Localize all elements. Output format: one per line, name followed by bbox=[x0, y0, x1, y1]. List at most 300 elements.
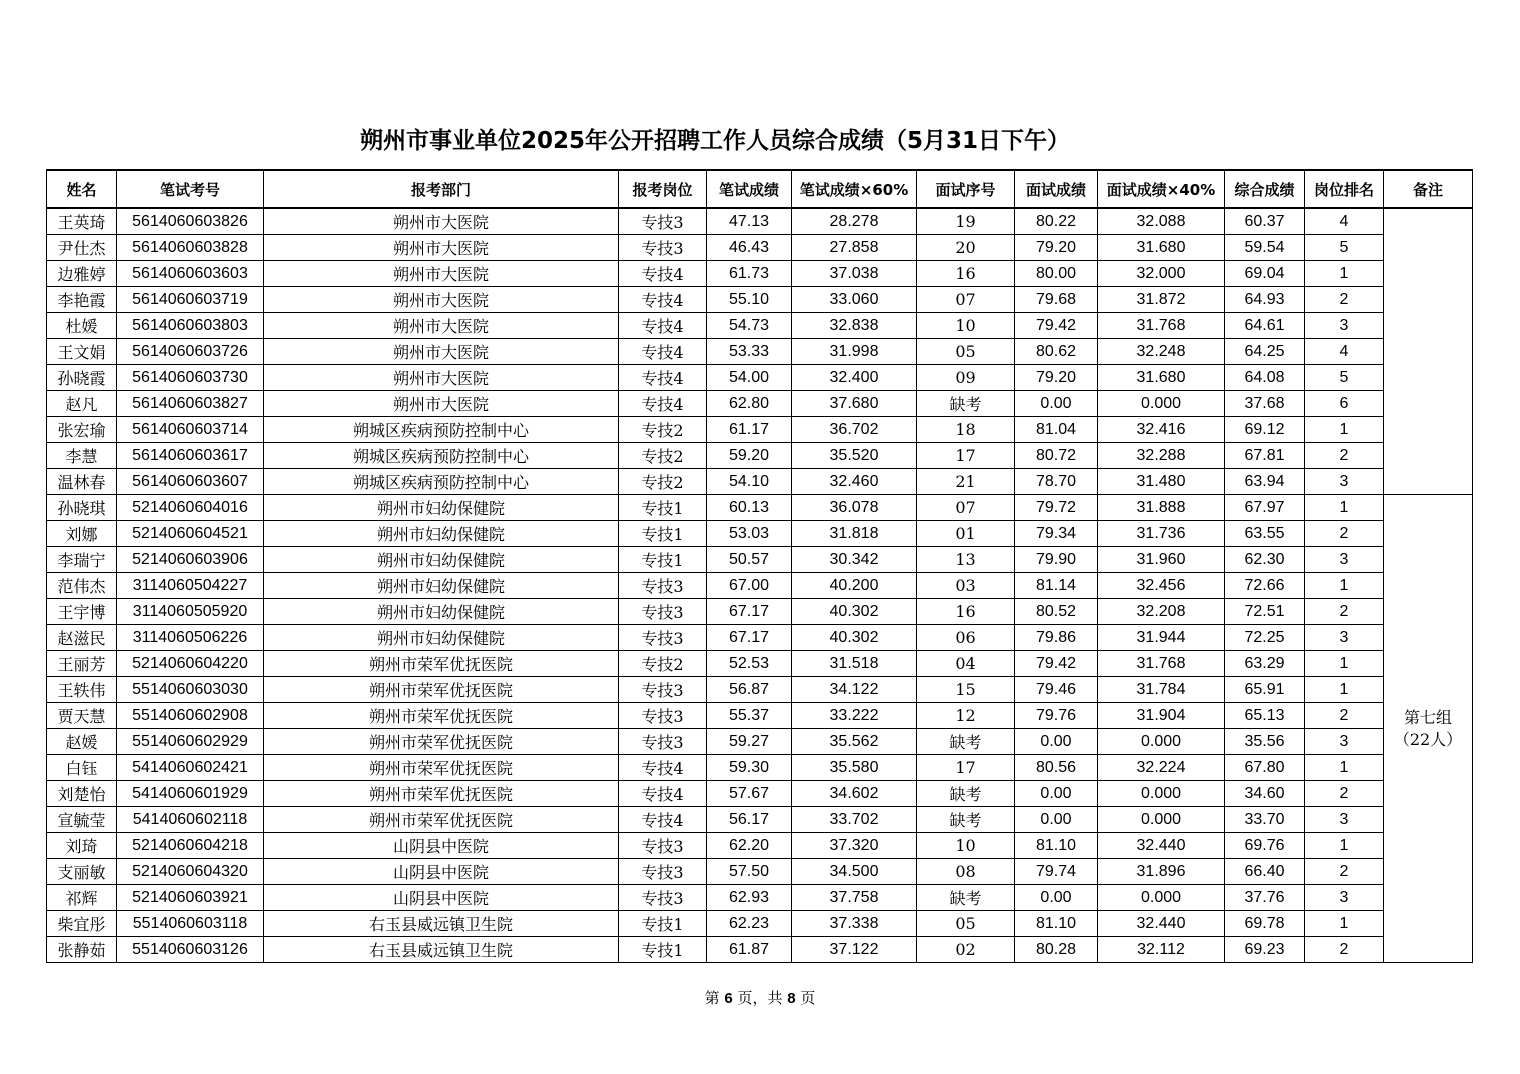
name-cell: 王英琦 bbox=[47, 208, 117, 235]
written-weighted-cell: 32.400 bbox=[792, 365, 917, 391]
interview-seq-cell: 06 bbox=[917, 625, 1015, 651]
name-cell: 张宏瑜 bbox=[47, 417, 117, 443]
remark-group-cell bbox=[1384, 495, 1473, 963]
department-cell: 朔州市妇幼保健院 bbox=[264, 599, 619, 625]
department-cell: 朔州市大医院 bbox=[264, 208, 619, 235]
rank-cell: 4 bbox=[1305, 208, 1384, 235]
post-cell: 专技3 bbox=[619, 573, 707, 599]
exam-number-cell: 5614060603827 bbox=[117, 391, 264, 417]
post-cell: 专技3 bbox=[619, 625, 707, 651]
post-cell: 专技4 bbox=[619, 339, 707, 365]
interview-score-cell: 79.34 bbox=[1015, 521, 1098, 547]
written-score-cell: 47.13 bbox=[707, 208, 792, 235]
written-weighted-cell: 37.758 bbox=[792, 885, 917, 911]
interview-seq-cell: 15 bbox=[917, 677, 1015, 703]
interview-seq-cell: 10 bbox=[917, 833, 1015, 859]
interview-seq-cell: 05 bbox=[917, 911, 1015, 937]
rank-cell: 1 bbox=[1305, 573, 1384, 599]
rank-cell: 2 bbox=[1305, 443, 1384, 469]
column-header: 岗位排名 bbox=[1305, 170, 1384, 208]
exam-number-cell: 5614060603803 bbox=[117, 313, 264, 339]
interview-seq-cell: 缺考 bbox=[917, 729, 1015, 755]
interview-seq-cell: 03 bbox=[917, 573, 1015, 599]
name-cell: 宣毓莹 bbox=[47, 807, 117, 833]
interview-seq-cell: 16 bbox=[917, 599, 1015, 625]
interview-seq-cell: 缺考 bbox=[917, 781, 1015, 807]
interview-seq-cell: 12 bbox=[917, 703, 1015, 729]
department-cell: 朔州市大医院 bbox=[264, 339, 619, 365]
written-score-cell: 59.30 bbox=[707, 755, 792, 781]
written-score-cell: 53.03 bbox=[707, 521, 792, 547]
written-score-cell: 62.80 bbox=[707, 391, 792, 417]
rank-cell: 4 bbox=[1305, 339, 1384, 365]
written-score-cell: 61.73 bbox=[707, 261, 792, 287]
interview-weighted-cell: 31.872 bbox=[1098, 287, 1225, 313]
written-weighted-cell: 35.580 bbox=[792, 755, 917, 781]
interview-seq-cell: 05 bbox=[917, 339, 1015, 365]
post-cell: 专技3 bbox=[619, 677, 707, 703]
written-weighted-cell: 31.818 bbox=[792, 521, 917, 547]
total-score-cell: 37.68 bbox=[1225, 391, 1305, 417]
name-cell: 边雅婷 bbox=[47, 261, 117, 287]
post-cell: 专技4 bbox=[619, 313, 707, 339]
table-row bbox=[47, 365, 1473, 391]
total-score-cell: 64.08 bbox=[1225, 365, 1305, 391]
post-cell: 专技3 bbox=[619, 833, 707, 859]
total-score-cell: 69.12 bbox=[1225, 417, 1305, 443]
written-weighted-cell: 37.680 bbox=[792, 391, 917, 417]
total-score-cell: 64.93 bbox=[1225, 287, 1305, 313]
interview-score-cell: 80.62 bbox=[1015, 339, 1098, 365]
table-row bbox=[47, 755, 1473, 781]
interview-score-cell: 79.42 bbox=[1015, 313, 1098, 339]
written-score-cell: 52.53 bbox=[707, 651, 792, 677]
rank-cell: 2 bbox=[1305, 599, 1384, 625]
interview-weighted-cell: 31.896 bbox=[1098, 859, 1225, 885]
name-cell: 王丽芳 bbox=[47, 651, 117, 677]
table-row bbox=[47, 495, 1473, 521]
footer-middle: 页，共 bbox=[732, 989, 788, 1007]
interview-score-cell: 80.72 bbox=[1015, 443, 1098, 469]
name-cell: 王文娟 bbox=[47, 339, 117, 365]
written-weighted-cell: 34.122 bbox=[792, 677, 917, 703]
column-header: 笔试成绩 bbox=[707, 170, 792, 208]
written-score-cell: 61.87 bbox=[707, 937, 792, 963]
page-title: 朔州市事业单位2025年公开招聘工作人员综合成绩（5月31日下午） bbox=[359, 128, 1071, 154]
rank-cell: 2 bbox=[1305, 521, 1384, 547]
interview-weighted-cell: 31.480 bbox=[1098, 469, 1225, 495]
name-cell: 王宇博 bbox=[47, 599, 117, 625]
department-cell: 山阴县中医院 bbox=[264, 885, 619, 911]
exam-number-cell: 5514060602908 bbox=[117, 703, 264, 729]
interview-seq-cell: 07 bbox=[917, 495, 1015, 521]
written-score-cell: 67.17 bbox=[707, 599, 792, 625]
name-cell: 孙晓霞 bbox=[47, 365, 117, 391]
post-cell: 专技3 bbox=[619, 235, 707, 261]
written-weighted-cell: 37.122 bbox=[792, 937, 917, 963]
interview-seq-cell: 缺考 bbox=[917, 391, 1015, 417]
exam-number-cell: 5414060602118 bbox=[117, 807, 264, 833]
department-cell: 右玉县威远镇卫生院 bbox=[264, 937, 619, 963]
department-cell: 朔州市妇幼保健院 bbox=[264, 625, 619, 651]
department-cell: 朔城区疾病预防控制中心 bbox=[264, 417, 619, 443]
interview-score-cell: 79.86 bbox=[1015, 625, 1098, 651]
written-weighted-cell: 33.060 bbox=[792, 287, 917, 313]
written-weighted-cell: 30.342 bbox=[792, 547, 917, 573]
footer-suffix: 页 bbox=[795, 989, 816, 1007]
written-weighted-cell: 27.858 bbox=[792, 235, 917, 261]
header-row bbox=[47, 170, 1473, 208]
post-cell: 专技1 bbox=[619, 495, 707, 521]
rank-cell: 2 bbox=[1305, 287, 1384, 313]
name-cell: 李瑞宁 bbox=[47, 547, 117, 573]
interview-seq-cell: 10 bbox=[917, 313, 1015, 339]
remark-group-count: （22人） bbox=[1393, 729, 1463, 749]
rank-cell: 3 bbox=[1305, 547, 1384, 573]
written-score-cell: 53.33 bbox=[707, 339, 792, 365]
interview-weighted-cell: 31.768 bbox=[1098, 313, 1225, 339]
name-cell: 赵媛 bbox=[47, 729, 117, 755]
interview-weighted-cell: 32.224 bbox=[1098, 755, 1225, 781]
interview-score-cell: 0.00 bbox=[1015, 781, 1098, 807]
rank-cell: 3 bbox=[1305, 885, 1384, 911]
department-cell: 朔州市荣军优抚医院 bbox=[264, 755, 619, 781]
name-cell: 刘娜 bbox=[47, 521, 117, 547]
written-score-cell: 67.17 bbox=[707, 625, 792, 651]
exam-number-cell: 5514060603126 bbox=[117, 937, 264, 963]
exam-number-cell: 3114060506226 bbox=[117, 625, 264, 651]
total-score-cell: 63.55 bbox=[1225, 521, 1305, 547]
interview-weighted-cell: 32.440 bbox=[1098, 833, 1225, 859]
exam-number-cell: 5614060603828 bbox=[117, 235, 264, 261]
post-cell: 专技4 bbox=[619, 365, 707, 391]
interview-weighted-cell: 31.904 bbox=[1098, 703, 1225, 729]
name-cell: 刘琦 bbox=[47, 833, 117, 859]
exam-number-cell: 5414060602421 bbox=[117, 755, 264, 781]
department-cell: 朔城区疾病预防控制中心 bbox=[264, 469, 619, 495]
written-weighted-cell: 31.518 bbox=[792, 651, 917, 677]
name-cell: 支丽敏 bbox=[47, 859, 117, 885]
interview-seq-cell: 16 bbox=[917, 261, 1015, 287]
post-cell: 专技2 bbox=[619, 651, 707, 677]
written-weighted-cell: 37.338 bbox=[792, 911, 917, 937]
department-cell: 右玉县威远镇卫生院 bbox=[264, 911, 619, 937]
exam-number-cell: 5214060604220 bbox=[117, 651, 264, 677]
rank-cell: 3 bbox=[1305, 625, 1384, 651]
interview-score-cell: 80.00 bbox=[1015, 261, 1098, 287]
total-score-cell: 69.76 bbox=[1225, 833, 1305, 859]
footer-prefix: 第 bbox=[704, 989, 725, 1007]
table-row bbox=[47, 911, 1473, 937]
written-weighted-cell: 34.500 bbox=[792, 859, 917, 885]
name-cell: 李艳霞 bbox=[47, 287, 117, 313]
written-weighted-cell: 37.320 bbox=[792, 833, 917, 859]
written-score-cell: 67.00 bbox=[707, 573, 792, 599]
interview-score-cell: 81.14 bbox=[1015, 573, 1098, 599]
table-row bbox=[47, 443, 1473, 469]
column-header: 报考岗位 bbox=[619, 170, 707, 208]
exam-number-cell: 5214060604016 bbox=[117, 495, 264, 521]
post-cell: 专技1 bbox=[619, 547, 707, 573]
interview-score-cell: 0.00 bbox=[1015, 391, 1098, 417]
rank-cell: 3 bbox=[1305, 469, 1384, 495]
exam-number-cell: 5514060602929 bbox=[117, 729, 264, 755]
footer-total-pages: 8 bbox=[787, 990, 796, 1007]
department-cell: 朔州市大医院 bbox=[264, 391, 619, 417]
rank-cell: 5 bbox=[1305, 235, 1384, 261]
page-footer bbox=[0, 987, 1520, 1008]
table-row bbox=[47, 729, 1473, 755]
table-row bbox=[47, 703, 1473, 729]
rank-cell: 2 bbox=[1305, 781, 1384, 807]
table-row bbox=[47, 651, 1473, 677]
interview-weighted-cell: 0.000 bbox=[1098, 807, 1225, 833]
interview-weighted-cell: 32.000 bbox=[1098, 261, 1225, 287]
written-weighted-cell: 36.078 bbox=[792, 495, 917, 521]
post-cell: 专技3 bbox=[619, 703, 707, 729]
name-cell: 尹仕杰 bbox=[47, 235, 117, 261]
department-cell: 朔州市妇幼保健院 bbox=[264, 495, 619, 521]
written-score-cell: 56.87 bbox=[707, 677, 792, 703]
written-weighted-cell: 40.302 bbox=[792, 599, 917, 625]
written-weighted-cell: 35.562 bbox=[792, 729, 917, 755]
post-cell: 专技2 bbox=[619, 417, 707, 443]
interview-score-cell: 79.20 bbox=[1015, 235, 1098, 261]
written-weighted-cell: 34.602 bbox=[792, 781, 917, 807]
column-header: 面试成绩 bbox=[1015, 170, 1098, 208]
interview-score-cell: 0.00 bbox=[1015, 885, 1098, 911]
interview-score-cell: 81.10 bbox=[1015, 911, 1098, 937]
department-cell: 山阴县中医院 bbox=[264, 833, 619, 859]
remark-group-label: 第七组 bbox=[1403, 707, 1452, 727]
interview-score-cell: 79.74 bbox=[1015, 859, 1098, 885]
post-cell: 专技4 bbox=[619, 781, 707, 807]
total-score-cell: 62.30 bbox=[1225, 547, 1305, 573]
column-header: 面试成绩×40% bbox=[1098, 170, 1225, 208]
rank-cell: 1 bbox=[1305, 677, 1384, 703]
exam-number-cell: 5214060603921 bbox=[117, 885, 264, 911]
total-score-cell: 67.97 bbox=[1225, 495, 1305, 521]
written-weighted-cell: 33.222 bbox=[792, 703, 917, 729]
interview-score-cell: 0.00 bbox=[1015, 729, 1098, 755]
department-cell: 朔州市荣军优抚医院 bbox=[264, 781, 619, 807]
written-weighted-cell: 28.278 bbox=[792, 208, 917, 235]
rank-cell: 2 bbox=[1305, 859, 1384, 885]
post-cell: 专技4 bbox=[619, 287, 707, 313]
exam-number-cell: 5214060604521 bbox=[117, 521, 264, 547]
department-cell: 朔州市荣军优抚医院 bbox=[264, 703, 619, 729]
written-score-cell: 62.23 bbox=[707, 911, 792, 937]
rank-cell: 5 bbox=[1305, 365, 1384, 391]
total-score-cell: 72.66 bbox=[1225, 573, 1305, 599]
written-weighted-cell: 33.702 bbox=[792, 807, 917, 833]
interview-score-cell: 79.46 bbox=[1015, 677, 1098, 703]
post-cell: 专技1 bbox=[619, 521, 707, 547]
department-cell: 朔州市荣军优抚医院 bbox=[264, 729, 619, 755]
written-score-cell: 62.93 bbox=[707, 885, 792, 911]
written-score-cell: 59.27 bbox=[707, 729, 792, 755]
written-score-cell: 54.10 bbox=[707, 469, 792, 495]
interview-seq-cell: 缺考 bbox=[917, 885, 1015, 911]
department-cell: 朔州市大医院 bbox=[264, 235, 619, 261]
interview-weighted-cell: 32.088 bbox=[1098, 208, 1225, 235]
name-cell: 祁辉 bbox=[47, 885, 117, 911]
table-row bbox=[47, 417, 1473, 443]
exam-number-cell: 5614060603719 bbox=[117, 287, 264, 313]
interview-score-cell: 80.22 bbox=[1015, 208, 1098, 235]
written-score-cell: 54.73 bbox=[707, 313, 792, 339]
department-cell: 朔城区疾病预防控制中心 bbox=[264, 443, 619, 469]
post-cell: 专技4 bbox=[619, 755, 707, 781]
name-cell: 刘楚怡 bbox=[47, 781, 117, 807]
rank-cell: 1 bbox=[1305, 833, 1384, 859]
written-score-cell: 55.37 bbox=[707, 703, 792, 729]
interview-weighted-cell: 32.456 bbox=[1098, 573, 1225, 599]
written-score-cell: 57.50 bbox=[707, 859, 792, 885]
interview-seq-cell: 20 bbox=[917, 235, 1015, 261]
post-cell: 专技4 bbox=[619, 807, 707, 833]
interview-weighted-cell: 0.000 bbox=[1098, 391, 1225, 417]
name-cell: 白钰 bbox=[47, 755, 117, 781]
written-score-cell: 55.10 bbox=[707, 287, 792, 313]
interview-seq-cell: 09 bbox=[917, 365, 1015, 391]
rank-cell: 2 bbox=[1305, 937, 1384, 963]
rank-cell: 6 bbox=[1305, 391, 1384, 417]
table-row bbox=[47, 807, 1473, 833]
table-row bbox=[47, 573, 1473, 599]
interview-score-cell: 79.42 bbox=[1015, 651, 1098, 677]
remark-cell bbox=[1384, 208, 1473, 495]
table-row bbox=[47, 313, 1473, 339]
total-score-cell: 72.25 bbox=[1225, 625, 1305, 651]
written-weighted-cell: 37.038 bbox=[792, 261, 917, 287]
interview-seq-cell: 07 bbox=[917, 287, 1015, 313]
interview-weighted-cell: 32.248 bbox=[1098, 339, 1225, 365]
interview-seq-cell: 02 bbox=[917, 937, 1015, 963]
department-cell: 朔州市妇幼保健院 bbox=[264, 547, 619, 573]
total-score-cell: 34.60 bbox=[1225, 781, 1305, 807]
interview-seq-cell: 缺考 bbox=[917, 807, 1015, 833]
total-score-cell: 67.80 bbox=[1225, 755, 1305, 781]
table-row bbox=[47, 599, 1473, 625]
post-cell: 专技2 bbox=[619, 443, 707, 469]
department-cell: 朔州市荣军优抚医院 bbox=[264, 677, 619, 703]
rank-cell: 3 bbox=[1305, 313, 1384, 339]
exam-number-cell: 5214060603906 bbox=[117, 547, 264, 573]
name-cell: 温林春 bbox=[47, 469, 117, 495]
total-score-cell: 69.78 bbox=[1225, 911, 1305, 937]
written-weighted-cell: 32.838 bbox=[792, 313, 917, 339]
name-cell: 贾天慧 bbox=[47, 703, 117, 729]
table-row bbox=[47, 859, 1473, 885]
table-row bbox=[47, 521, 1473, 547]
table-row bbox=[47, 937, 1473, 963]
interview-weighted-cell: 31.680 bbox=[1098, 365, 1225, 391]
written-score-cell: 54.00 bbox=[707, 365, 792, 391]
exam-number-cell: 5414060601929 bbox=[117, 781, 264, 807]
department-cell: 朔州市大医院 bbox=[264, 313, 619, 339]
interview-score-cell: 80.52 bbox=[1015, 599, 1098, 625]
table-row bbox=[47, 261, 1473, 287]
written-score-cell: 46.43 bbox=[707, 235, 792, 261]
written-weighted-cell: 35.520 bbox=[792, 443, 917, 469]
post-cell: 专技3 bbox=[619, 859, 707, 885]
post-cell: 专技3 bbox=[619, 885, 707, 911]
name-cell: 赵凡 bbox=[47, 391, 117, 417]
name-cell: 范伟杰 bbox=[47, 573, 117, 599]
interview-seq-cell: 17 bbox=[917, 755, 1015, 781]
exam-number-cell: 5614060603730 bbox=[117, 365, 264, 391]
interview-score-cell: 79.76 bbox=[1015, 703, 1098, 729]
post-cell: 专技3 bbox=[619, 729, 707, 755]
written-score-cell: 57.67 bbox=[707, 781, 792, 807]
interview-score-cell: 81.10 bbox=[1015, 833, 1098, 859]
post-cell: 专技4 bbox=[619, 261, 707, 287]
total-score-cell: 60.37 bbox=[1225, 208, 1305, 235]
name-cell: 李慧 bbox=[47, 443, 117, 469]
total-score-cell: 67.81 bbox=[1225, 443, 1305, 469]
total-score-cell: 63.29 bbox=[1225, 651, 1305, 677]
written-weighted-cell: 32.460 bbox=[792, 469, 917, 495]
department-cell: 朔州市大医院 bbox=[264, 365, 619, 391]
interview-seq-cell: 19 bbox=[917, 208, 1015, 235]
table-row bbox=[47, 547, 1473, 573]
rank-cell: 1 bbox=[1305, 495, 1384, 521]
interview-weighted-cell: 31.960 bbox=[1098, 547, 1225, 573]
rank-cell: 3 bbox=[1305, 807, 1384, 833]
table-row bbox=[47, 339, 1473, 365]
interview-seq-cell: 04 bbox=[917, 651, 1015, 677]
interview-weighted-cell: 32.416 bbox=[1098, 417, 1225, 443]
table-row bbox=[47, 677, 1473, 703]
exam-number-cell: 5614060603617 bbox=[117, 443, 264, 469]
post-cell: 专技3 bbox=[619, 208, 707, 235]
interview-weighted-cell: 31.768 bbox=[1098, 651, 1225, 677]
interview-seq-cell: 08 bbox=[917, 859, 1015, 885]
exam-number-cell: 5614060603826 bbox=[117, 208, 264, 235]
total-score-cell: 63.94 bbox=[1225, 469, 1305, 495]
name-cell: 柴宜彤 bbox=[47, 911, 117, 937]
total-score-cell: 35.56 bbox=[1225, 729, 1305, 755]
written-score-cell: 50.57 bbox=[707, 547, 792, 573]
footer-page-number: 6 bbox=[724, 990, 733, 1007]
name-cell: 张静茹 bbox=[47, 937, 117, 963]
written-weighted-cell: 40.302 bbox=[792, 625, 917, 651]
total-score-cell: 65.91 bbox=[1225, 677, 1305, 703]
department-cell: 朔州市荣军优抚医院 bbox=[264, 651, 619, 677]
name-cell: 王轶伟 bbox=[47, 677, 117, 703]
interview-weighted-cell: 31.680 bbox=[1098, 235, 1225, 261]
rank-cell: 3 bbox=[1305, 729, 1384, 755]
total-score-cell: 37.76 bbox=[1225, 885, 1305, 911]
table-row bbox=[47, 625, 1473, 651]
table-row bbox=[47, 235, 1473, 261]
department-cell: 朔州市妇幼保健院 bbox=[264, 521, 619, 547]
table-row bbox=[47, 781, 1473, 807]
interview-score-cell: 81.04 bbox=[1015, 417, 1098, 443]
name-cell: 孙晓琪 bbox=[47, 495, 117, 521]
post-cell: 专技2 bbox=[619, 469, 707, 495]
table-body bbox=[47, 208, 1473, 963]
rank-cell: 1 bbox=[1305, 261, 1384, 287]
post-cell: 专技3 bbox=[619, 599, 707, 625]
total-score-cell: 33.70 bbox=[1225, 807, 1305, 833]
interview-weighted-cell: 0.000 bbox=[1098, 729, 1225, 755]
interview-score-cell: 0.00 bbox=[1015, 807, 1098, 833]
exam-number-cell: 5514060603030 bbox=[117, 677, 264, 703]
department-cell: 朔州市妇幼保健院 bbox=[264, 573, 619, 599]
column-header: 报考部门 bbox=[264, 170, 619, 208]
